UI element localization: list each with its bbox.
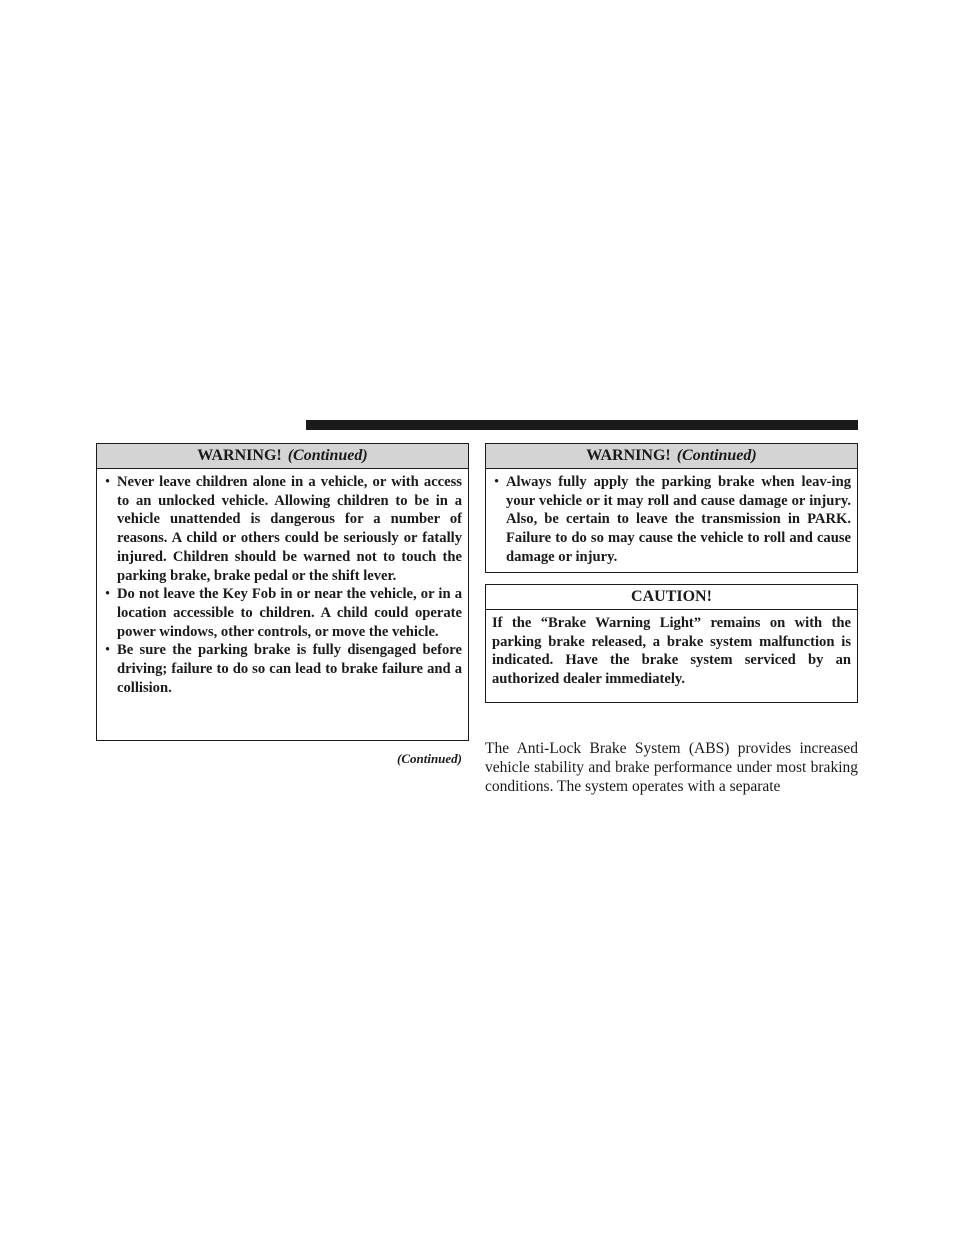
continued-note: (Continued) [396,751,462,766]
list-item-text: Do not leave the Key Fob in or near the vehicle, or in a location accessible to children. A child could operate power windows, other controls, or move the vehicle. [117,586,462,640]
caution-header [486,585,857,610]
left-warning-box [96,443,469,741]
bullet-icon: • [105,586,111,603]
right-warning-list [492,473,851,567]
left-warning-header [97,444,468,469]
bullet-icon: • [105,642,111,659]
header-rule [306,420,858,430]
left-warning-continued: (Continued) [287,447,368,464]
right-warning-body [486,469,857,575]
list-item-text: Never leave children alone in a vehicle, or with access to an unlocked vehicle. Allowing children to be in a vehicle unattended is dangerous for a number of reasons. A child or others could be seriously or fatally injured. Children should be warned not to touch the parking brake, brake pedal or the shift lever. [117,474,462,584]
right-warning-title: WARNING! [586,447,671,464]
bullet-icon: • [494,474,500,490]
caution-title: CAUTION! [631,588,712,605]
caution-box [485,584,858,703]
left-warning-list [103,473,462,697]
bullet-icon: • [105,474,111,490]
right-warning-continued: (Continued) [676,447,757,464]
list-item [103,641,462,697]
list-item [492,473,851,567]
list-item-text: Be sure the parking brake is fully disengaged before driving; failure to do so can lead to brake failure and a collision. [117,642,462,696]
caution-text: If the “Brake Warning Light” remains on with the parking brake released, a brake system malfunction is indicated. Have the brake system serviced by an authorized dealer immediately. [492,615,851,688]
list-item [103,473,462,585]
right-warning-box [485,443,858,573]
left-warning-body [97,469,468,705]
list-item [103,585,462,641]
right-warning-header [486,444,857,469]
abs-paragraph: The Anti-Lock Brake System (ABS) provides increased vehicle stability and brake performance under most braking conditions. The system operates with a separate [485,740,858,795]
left-warning-title: WARNING! [197,447,282,464]
list-item-text: Always fully apply the parking brake when leav-ing your vehicle or it may roll and cause damage or injury. Also, be certain to leave the transmission in PARK. Failure to do so may cause the vehicle to roll and cause damage or injury. [506,474,851,565]
